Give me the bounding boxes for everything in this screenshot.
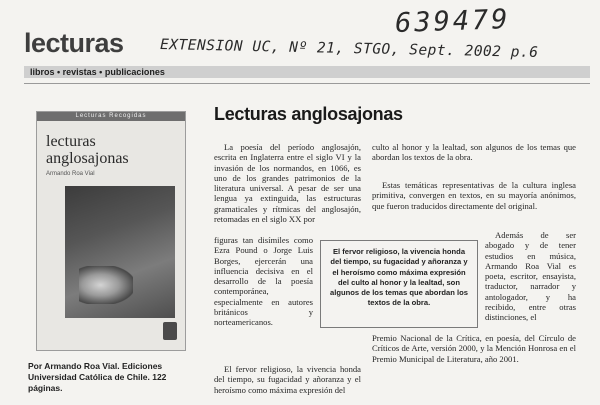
book-caption: Por Armando Roa Vial. Ediciones Universidad Católica de Chile. 122 páginas. [28, 361, 167, 393]
article-headline: Lecturas anglosajonas [214, 104, 403, 124]
section-title: lecturas [24, 28, 124, 58]
publisher-logo-icon [163, 322, 177, 340]
article-paragraph: culto al honor y la lealtad, son algunos de los temas que abordan los textos de la obra. [372, 142, 576, 163]
article-paragraph: Premio Nacional de la Crítica, en poesía, del Círculo de Críticos de Arte, versión 2000, y la Mención Honrosa en el Premio Municipal de Literatura, año 2001. [372, 333, 576, 364]
article-paragraph: El fervor religioso, la vivencia honda del tiempo, su fugacidad y añoranza y el heroísmo como máxima expresión del [214, 364, 361, 395]
handwritten-citation: EXTENSION UC, Nº 21, STGO, Sept. 2002 p.6 [159, 37, 539, 61]
article-paragraph: Además de ser abogado y de tener estudios en música, Armando Roa Vial es poeta, escritor, ensayista, traductor, narrador y antologador, y ha recibido, entre otras distinciones, el [485, 230, 576, 323]
book-cover-image [36, 111, 186, 351]
article-paragraph: figuras tan disímiles como Ezra Pound o Jorge Luis Borges, ejercerán una influencia decisiva en el desarrollo de la poesía contemporánea, especialmente en autores británicos y norteamericanos. [214, 235, 313, 328]
cover-author: Armando Roa Vial [46, 171, 95, 177]
handwritten-number: 639479 [394, 3, 512, 40]
article-paragraph: Estas temáticas representativas de la cultura inglesa primitiva, convergen en textos, en su mayoría anónimos, que fueron traducidos directamente del original. [372, 180, 576, 211]
cover-artwork [65, 186, 175, 318]
cover-series: Lecturas Recogidas [37, 112, 185, 121]
divider [24, 83, 590, 84]
cover-art-figure [79, 266, 133, 304]
section-subtitle: libros • revistas • publicaciones [30, 67, 165, 77]
cover-title: lecturas anglosajonas [46, 133, 129, 167]
article-paragraph: La poesía del período anglosajón, escrita en Inglaterra entre el siglo VI y la invasión de los normandos, en 1066, es uno de los grandes patrimonios de la literatura universal. A pesar de ser una lengua ya extinguida, las estructuras gramaticales y rítmicas del anglosajón, retomadas en el siglo XX por [214, 142, 361, 225]
pull-quote: El fervor religioso, la vivencia honda del tiempo, su fugacidad y añoranza y el heroísmo como máxima expresión del culto al honor y la lealtad, son algunos de los temas que abordan los textos de la obra. [320, 240, 478, 328]
